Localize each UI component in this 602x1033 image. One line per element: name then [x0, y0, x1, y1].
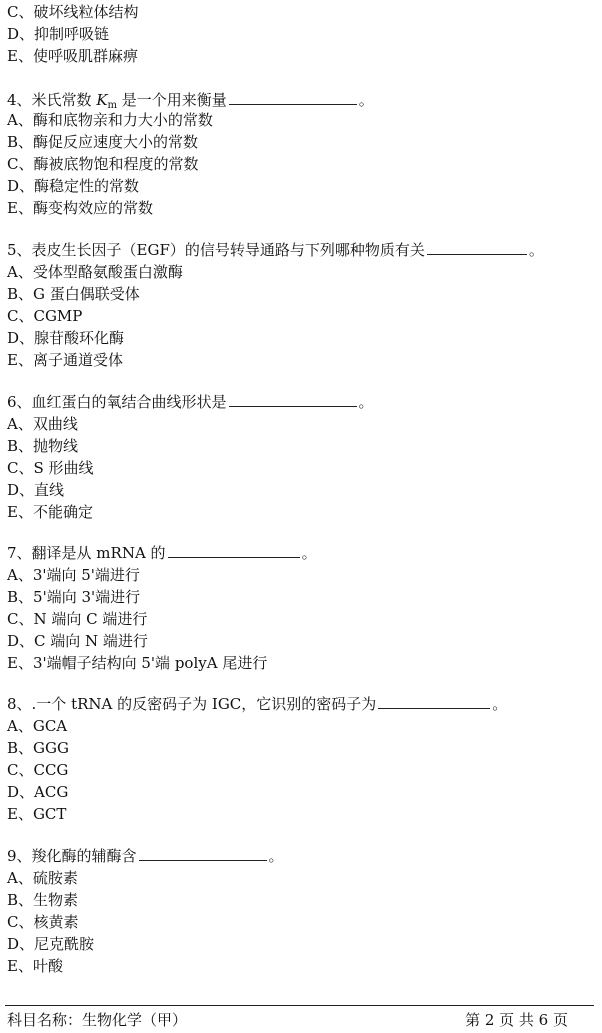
answer-blank: [427, 240, 527, 255]
q3-option-d: D、抑制呼吸链: [7, 25, 110, 43]
q8-option-a: A、GCA: [7, 717, 68, 735]
answer-blank: [229, 392, 357, 407]
q7-stem: 7、翻译是从 mRNA 的: [7, 544, 166, 562]
q5-stem: 5、表皮生长因子（EGF）的信号转导通路与下列哪种物质有关: [7, 241, 425, 259]
q4-stem-pre: 4、米氏常数: [7, 91, 97, 109]
q8-end: 。: [492, 695, 508, 713]
q6-option-e: E、不能确定: [7, 503, 93, 521]
q7-option-a: A、3'端向 5'端进行: [7, 566, 140, 584]
q4-option-a: A、酶和底物亲和力大小的常数: [7, 111, 213, 129]
q7-option-e: E、3'端帽子结构向 5'端 polyA 尾进行: [7, 654, 268, 672]
q8-option-c: C、CCG: [7, 761, 69, 779]
q9-option-d: D、尼克酰胺: [7, 935, 95, 953]
q4-end: 。: [358, 91, 374, 109]
q6-option-d: D、直线: [7, 481, 65, 499]
q4-option-d: D、酶稳定性的常数: [7, 177, 140, 195]
q6-end: 。: [358, 393, 374, 411]
question-6-stem: [7, 392, 374, 412]
question-9-stem: [7, 846, 284, 866]
q7-end: 。: [301, 544, 317, 562]
q5-option-c: C、CGMP: [7, 307, 83, 325]
q8-option-d: D、ACG: [7, 783, 69, 801]
q5-option-e: E、离子通道受体: [7, 351, 123, 369]
q3-option-e: E、使呼吸肌群麻痹: [7, 47, 138, 65]
q8-option-e: E、GCT: [7, 805, 67, 823]
q3-option-c: C、破坏线粒体结构: [7, 3, 139, 21]
q5-end: 。: [528, 241, 544, 259]
q6-option-c: C、S 形曲线: [7, 459, 94, 477]
question-7-stem: [7, 543, 317, 563]
q6-option-b: B、抛物线: [7, 437, 79, 455]
q6-stem: 6、血红蛋白的氧结合曲线形状是: [7, 393, 227, 411]
q4-option-b: B、酶促反应速度大小的常数: [7, 133, 199, 151]
q9-option-b: B、生物素: [7, 891, 79, 909]
question-8-stem: [7, 694, 507, 714]
q7-option-b: B、5'端向 3'端进行: [7, 588, 141, 606]
q8-stem: 8、.一个 tRNA 的反密码子为 IGC，它识别的密码子为: [7, 695, 377, 713]
km-subscript: m: [107, 100, 118, 111]
answer-blank: [229, 90, 357, 105]
q4-stem-post: 是一个用来衡量: [117, 91, 227, 109]
answer-blank: [378, 694, 490, 709]
km-symbol: K: [96, 91, 108, 109]
q9-option-e: E、叶酸: [7, 957, 63, 975]
q9-option-c: C、核黄素: [7, 913, 79, 931]
question-5-stem: [7, 240, 544, 260]
answer-blank: [168, 543, 300, 558]
q5-option-d: D、腺苷酸环化酶: [7, 329, 125, 347]
q6-option-a: A、双曲线: [7, 415, 78, 433]
q5-option-b: B、G 蛋白偶联受体: [7, 285, 140, 303]
q9-stem: 9、羧化酶的辅酶含: [7, 847, 137, 865]
q9-end: 。: [268, 847, 284, 865]
q4-option-e: E、酶变构效应的常数: [7, 199, 153, 217]
q4-option-c: C、酶被底物饱和程度的常数: [7, 155, 199, 173]
q8-option-b: B、GGG: [7, 739, 69, 757]
q5-option-a: A、受体型酪氨酸蛋白激酶: [7, 263, 183, 281]
footer-subject: 科目名称：生物化学（甲）: [7, 1011, 188, 1029]
q9-option-a: A、硫胺素: [7, 869, 78, 887]
q7-option-c: C、N 端向 C 端进行: [7, 610, 148, 628]
footer-divider: [5, 1005, 594, 1006]
answer-blank: [139, 846, 267, 861]
q7-option-d: D、C 端向 N 端进行: [7, 632, 148, 650]
footer-page-number: 第 2 页 共 6 页: [465, 1011, 568, 1029]
